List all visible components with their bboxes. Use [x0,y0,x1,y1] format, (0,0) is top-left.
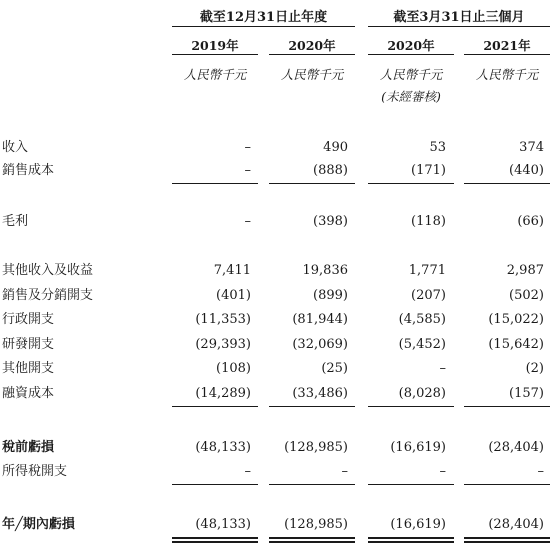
row-value: (14,289) [195,386,251,401]
table-row-other-income [0,261,550,281]
subtotal-rule [368,484,454,485]
year-header-2019: 2019年 [172,36,258,55]
row-value: (28,404) [488,440,544,455]
row-value: (207) [411,288,446,303]
table-row-rnd-expenses [0,335,550,355]
row-value: (15,642) [488,337,544,352]
row-value: (81,944) [292,312,348,327]
row-value: (16,619) [390,517,446,532]
row-value: (5,452) [398,337,446,352]
total-double-rule [269,541,355,543]
year-header-2020-q1: 2020年 [368,36,454,55]
table-row-selling-expenses [0,286,550,306]
row-value: (28,404) [488,517,544,532]
row-value: 2,987 [506,263,544,278]
row-value: (502) [509,288,544,303]
row-value: (899) [313,288,348,303]
row-value: (2) [525,361,544,376]
row-value: (157) [509,386,544,401]
subtotal-rule [464,406,550,407]
row-value: – [537,464,544,479]
row-value: – [244,464,251,479]
row-value: (11,353) [195,312,251,327]
row-value: (4,585) [398,312,446,327]
table-row-loss-before-tax [0,438,550,458]
total-double-rule [172,537,258,539]
row-label: 其他收入及收益 [2,263,94,278]
unit-label: 人民幣千元 [475,67,539,82]
row-label: 年╱期內虧損 [2,517,75,532]
subtotal-rule [172,183,258,184]
subtotal-rule [172,406,258,407]
row-label: 融資成本 [2,386,55,401]
row-value: 374 [519,140,544,155]
row-value: 53 [429,140,446,155]
table-row-income-tax [0,462,550,482]
table-row-cost-of-sales [0,161,550,181]
table-row-gross-profit [0,212,550,232]
column-group-header-quarter: 截至3月31日止三個月 [368,6,550,27]
table-row-loss-for-period [0,515,550,535]
subtotal-rule [368,183,454,184]
row-value: (128,985) [284,440,348,455]
subtotal-rule [269,406,355,407]
row-value: 1,771 [408,263,446,278]
unit-label: 人民幣千元 [280,67,344,82]
year-header-2021-q1: 2021年 [464,36,550,55]
row-value: (8,028) [398,386,446,401]
row-label: 銷售及分銷開支 [2,288,94,303]
row-value: – [244,214,251,229]
row-value: (128,985) [284,517,348,532]
row-value: 490 [323,140,348,155]
row-value: (29,393) [195,337,251,352]
total-double-rule [172,541,258,543]
unit-label-unaudited [368,64,454,108]
unit-label: 人民幣千元 [183,67,247,82]
subtotal-rule [269,183,355,184]
row-value: (25) [321,361,348,376]
row-value: (66) [517,214,544,229]
row-value: (48,133) [195,440,251,455]
row-label: 研發開支 [2,337,55,352]
row-value: (171) [411,163,446,178]
row-value: (118) [411,214,446,229]
row-label: 毛利 [2,214,29,229]
row-value: (398) [313,214,348,229]
subtotal-rule [464,484,550,485]
row-value: – [341,464,348,479]
total-double-rule [368,537,454,539]
subtotal-rule [368,406,454,407]
row-value: (888) [313,163,348,178]
row-label: 所得稅開支 [2,464,68,479]
table-row-finance-costs [0,384,550,404]
total-double-rule [368,541,454,543]
total-double-rule [464,541,550,543]
table-row-other-expenses [0,359,550,379]
subtotal-rule [464,183,550,184]
row-value: (16,619) [390,440,446,455]
total-double-rule [464,537,550,539]
row-value: – [244,140,251,155]
row-label: 稅前虧損 [2,440,55,455]
subtotal-rule [172,484,258,485]
table-row-admin-expenses [0,310,550,330]
row-value: 7,411 [213,263,251,278]
row-value: (32,069) [292,337,348,352]
unaudited-note: (未經審核) [381,89,441,104]
row-label: 收入 [2,140,29,155]
table-row-revenue [0,138,550,158]
row-label: 銷售成本 [2,163,55,178]
row-label: 其他開支 [2,361,55,376]
row-value: (440) [509,163,544,178]
row-value: – [244,163,251,178]
column-group-header-year: 截至12月31日止年度 [172,6,355,27]
row-value: – [439,361,446,376]
row-value: (48,133) [195,517,251,532]
row-value: (33,486) [292,386,348,401]
row-value: (15,022) [488,312,544,327]
row-value: (108) [216,361,251,376]
unit-label: 人民幣千元 [379,67,443,82]
year-header-2020: 2020年 [269,36,355,55]
subtotal-rule [269,484,355,485]
row-value: – [439,464,446,479]
row-value: (401) [216,288,251,303]
row-label: 行政開支 [2,312,55,327]
row-value: 19,836 [302,263,348,278]
total-double-rule [269,537,355,539]
